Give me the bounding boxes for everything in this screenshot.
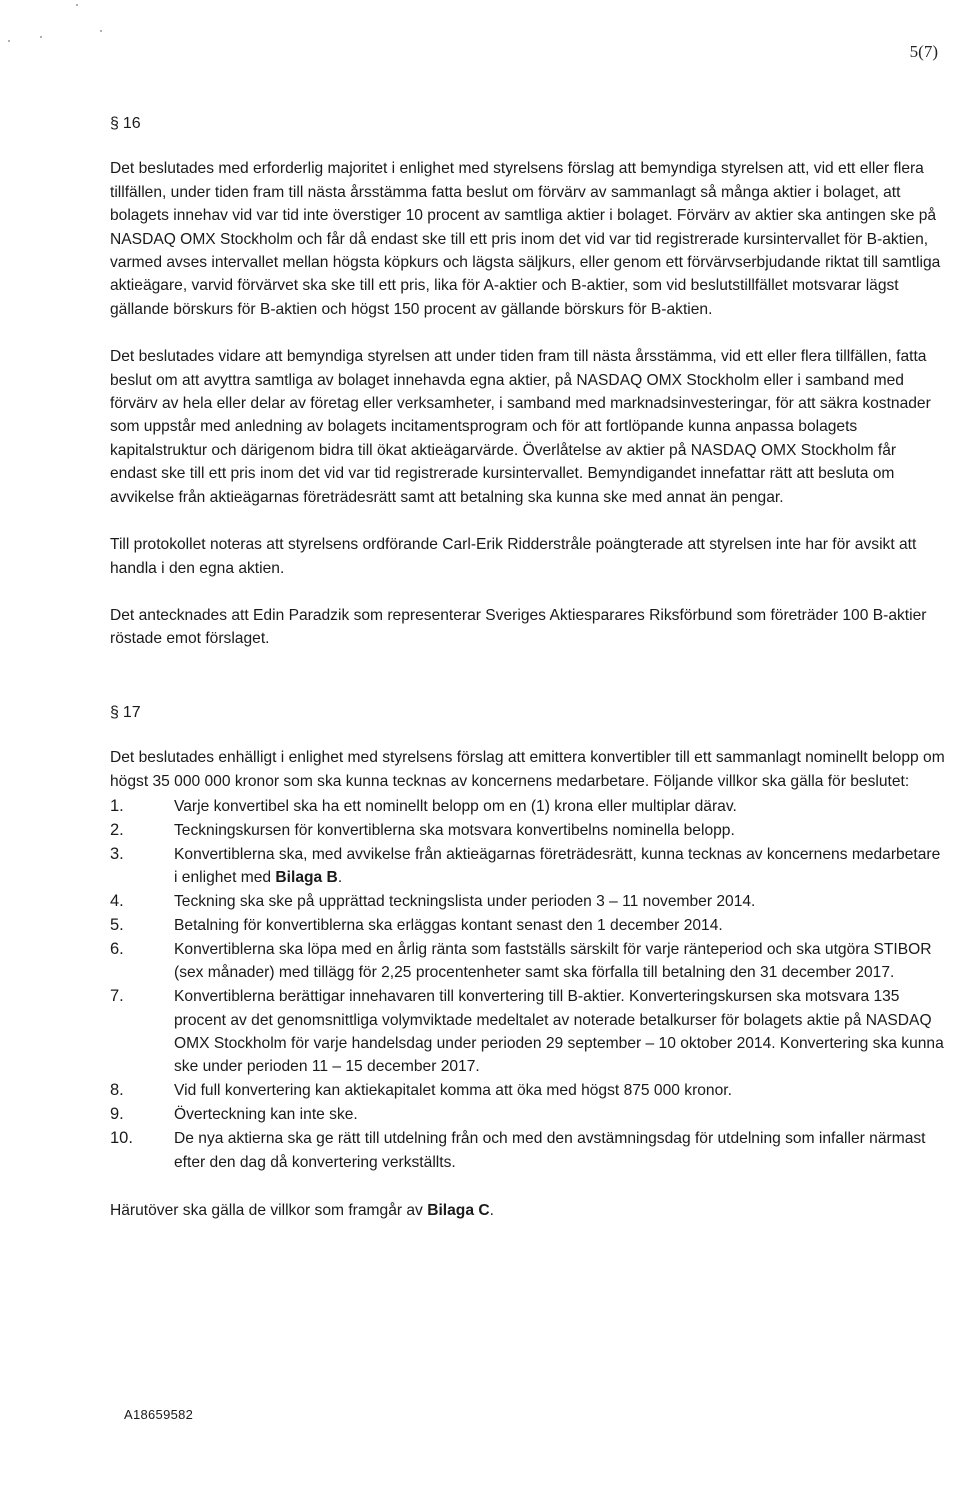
item-number: 10. xyxy=(110,1129,133,1148)
list-item xyxy=(110,795,946,818)
attachment-reference: Bilaga C xyxy=(427,1201,490,1219)
scan-speck xyxy=(100,30,102,32)
item-text-wrapper xyxy=(174,843,946,890)
item-text: Teckningskursen för konvertiblerna ska motsvara konvertibelns nominella belopp. xyxy=(174,821,735,839)
list-item xyxy=(110,1079,946,1102)
item-number: 7. xyxy=(110,987,124,1006)
document-reference-number: A18659582 xyxy=(124,1407,194,1422)
closing-text-end: . xyxy=(489,1201,494,1219)
paragraph-symbol: § xyxy=(110,703,119,721)
item-number: 5. xyxy=(110,915,124,934)
scan-speck xyxy=(76,4,78,6)
item-text: Vid full konvertering kan aktiekapitalet komma att öka med högst 875 000 kronor. xyxy=(174,1082,732,1100)
item-text: Överteckning kan inte ske. xyxy=(174,1106,358,1124)
item-number: 4. xyxy=(110,892,124,911)
document-body xyxy=(110,112,946,1246)
closing-text: Härutöver ska gälla de villkor som framgår av xyxy=(110,1201,428,1219)
list-item xyxy=(110,1103,946,1126)
item-number: 8. xyxy=(110,1081,124,1100)
item-text: Konvertiblerna ska löpa med en årlig ränta som fastställs särskilt för varje ränteperiod och ska utgöra STIBOR (sex månader) med tillägg för 2,25 procentenheter samt ska förfalla till betalning den 31 december 2017. xyxy=(174,940,932,982)
attachment-reference: Bilaga B xyxy=(275,869,338,887)
conditions-list xyxy=(110,795,946,1174)
list-item xyxy=(110,914,946,937)
list-item xyxy=(110,1127,946,1174)
closing-paragraph xyxy=(110,1199,946,1222)
item-number: 9. xyxy=(110,1105,124,1124)
section-number: 16 xyxy=(122,115,141,132)
list-item xyxy=(110,890,946,913)
list-item xyxy=(110,843,946,890)
item-text: Konvertiblerna berättigar innehavaren till konvertering till B-aktier. Konverteringskursen ska motsvara 135 procent av det genomsnittliga volymviktade medeltalet av noterade betalkurser för bolagets aktie på NASDAQ OMX Stockholm för varje handelsdag under perioden 29 september – 10 oktober 2014. Konvertering ska kunna ske under perioden 11 – 15 december 2017. xyxy=(174,988,944,1076)
item-text: De nya aktierna ska ge rätt till utdelning från och med den avstämningsdag för utdelning som infaller närmast efter den dag då konvertering verkställts. xyxy=(174,1130,926,1171)
item-text: Konvertiblerna ska, med avvikelse från aktieägarnas företrädesrätt, kunna tecknas av koncernens medarbetare i enlighet med xyxy=(174,845,941,887)
section-number: 17 xyxy=(122,703,141,721)
section-heading-16 xyxy=(110,112,946,135)
item-text: Varje konvertibel ska ha ett nominellt belopp om en (1) krona eller multiplar därav. xyxy=(174,797,737,815)
scan-speck xyxy=(40,36,42,38)
paragraph-symbol: § xyxy=(110,115,119,132)
paragraph: Det beslutades enhälligt i enlighet med styrelsens förslag att emittera konvertibler till ett sammanlagt nominellt belopp om högst 35 000 000 kronor som ska kunna tecknas av koncernens medarbetare. Följande villkor ska gälla för beslutet: xyxy=(110,749,945,790)
item-text-end: . xyxy=(337,869,343,887)
list-item xyxy=(110,985,946,1079)
scan-speck xyxy=(8,40,10,42)
paragraph: Det beslutades med erforderlig majoritet i enlighet med styrelsens förslag att bemyndiga styrelsen att, vid ett eller flera tillfällen, under tiden fram till nästa årsstämma fatta beslut om förvärv av sammanlagt så många aktier i bolaget, att bolagets innehav vid var tid inte överstiger 10 procent av samtliga aktier i bolaget. Förvärv av aktier ska antingen ske på NASDAQ OMX Stockholm och får då endast ske till ett pris inom det vid var tid registrerade kursintervallet för B-aktien, varmed avses intervallet mellan högsta köpkurs och lägsta säljkurs, eller genom ett förvärvserbjudande riktat till samtliga aktieägare, varvid förvärvet ska ske till ett pris, lika för A-aktier och B-aktier, som vid beslutstillfället motsvarar lägst gällande börskurs för B-aktien och högst 150 procent av gällande börskurs för B-aktien. xyxy=(110,160,941,318)
item-number: 1. xyxy=(110,796,124,815)
item-text: Betalning för konvertiblerna ska erläggas kontant senast den 1 december 2014. xyxy=(174,916,723,934)
paragraph: Det antecknades att Edin Paradzik som representerar Sveriges Aktiesparares Riksförbund som företräder 100 B-aktier röstade emot förslaget. xyxy=(110,606,927,648)
paragraph: Till protokollet noteras att styrelsens ordförande Carl-Erik Ridderstråle poängterade att styrelsen inte har för avsikt att handla i den egna aktien. xyxy=(110,536,917,577)
item-number: 6. xyxy=(110,939,124,958)
page-number: 5(7) xyxy=(909,42,938,61)
section-heading-17 xyxy=(110,701,946,724)
item-text: Teckning ska ske på upprättad teckningslista under perioden 3 – 11 november 2014. xyxy=(174,893,756,911)
list-item xyxy=(110,819,946,842)
item-number: 2. xyxy=(110,820,124,839)
list-item xyxy=(110,938,946,985)
paragraph: Det beslutades vidare att bemyndiga styrelsen att under tiden fram till nästa årsstämma, vid ett eller flera tillfällen, fatta beslut om att avyttra samtliga av bolaget innehavda egna aktier, på NASDAQ OMX Stockholm eller i samband med förvärv av hela eller delar av företag eller verksamheter, i samband med marknadsinvesteringar, för att säkra kostnader som uppstår med anledning av bolagets incitamentsprogram och för att fortlöpande kunna anpassa bolagets kapitalstruktur och därigenom bidra till ökat aktieägarvärde. Överlåtelse av aktier på NASDAQ OMX Stockholm får endast ske till ett pris inom det vid var tid registrerade kursintervallet. Bemyndigandet innefattar rätt att besluta om avvikelse från aktieägarnas företrädesrätt samt att betalning ska kunna ske med annat än pengar. xyxy=(110,348,931,506)
item-number: 3. xyxy=(110,844,124,863)
